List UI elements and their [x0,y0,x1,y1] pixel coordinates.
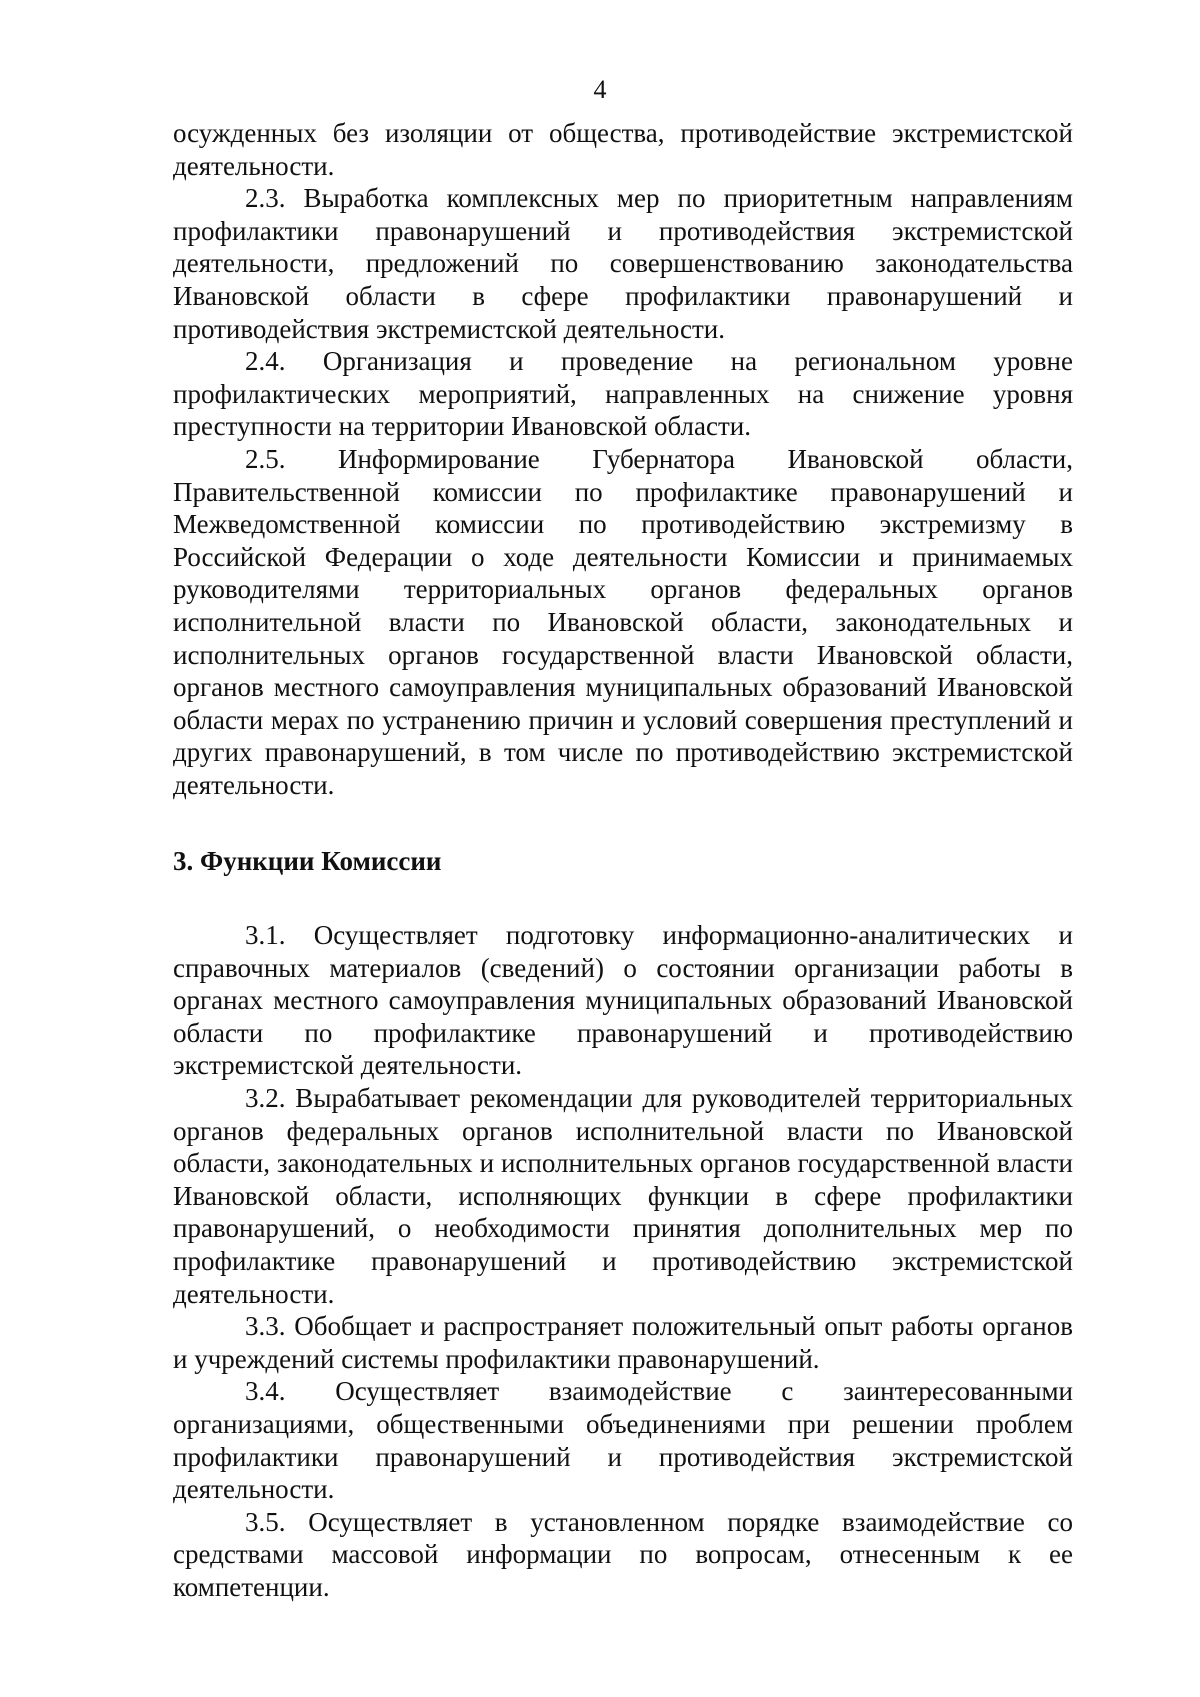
paragraph-continuation: осужденных без изоляции от общества, противодействие экстремистской деятельности. [173,118,1073,181]
paragraph-2-4: 2.4. Организация и проведение на региональном уровне профилактических мероприятий, направленных на снижение уровня преступности на территории Ивановской области. [173,346,1073,442]
paragraph-3-5: 3.5. Осуществляет в установленном порядке взаимодействие со средствами массовой информации по вопросам, отнесенным к ее компетенции. [173,1506,1073,1602]
section-heading: 3. Функции Комиссии [173,846,442,877]
page-number: 4 [593,75,607,104]
document-body [173,117,1073,1604]
paragraph-3-2: 3.2. Вырабатывает рекомендации для руководителей территориальных органов федеральных органов исполнительной власти по Ивановской области, законодательных и исполнительных органов государственной власти Ивановской области, исполняющих функции в сфере профилактики правонарушений, о необходимости принятия дополнительных мер по профилактике правонарушений и противодействию экстремистской деятельности. [173,1083,1073,1309]
paragraph-3-1: 3.1. Осуществляет подготовку информационно-аналитических и справочных материалов (сведений) о состоянии организации работы в органах местного самоуправления муниципальных образований Ивановской области по профилактике правонарушений и противодействию экстремистской деятельности. [173,920,1073,1081]
paragraph-2-3: 2.3. Выработка комплексных мер по приоритетным направлениям профилактики правонарушений и противодействия экстремистской деятельности, предложений по совершенствованию законодательства Ивановской области в сфере профилактики правонарушений и противодействия экстремистской деятельности. [173,183,1073,344]
paragraph-3-4: 3.4. Осуществляет взаимодействие с заинтересованными организациями, общественными объединениями при решении проблем профилактики правонарушений и противодействия экстремистской деятельности. [173,1376,1073,1505]
paragraph-2-5: 2.5. Информирование Губернатора Ивановской области, Правительственной комиссии по профилактике правонарушений и Межведомственной комиссии по противодействию экстремизму в Российской Федерации о ходе деятельности Комиссии и принимаемых руководителями территориальных органов федеральных органов исполнительной власти по Ивановской области, законодательных и исполнительных органов государственной власти Ивановской области, органов местного самоуправления муниципальных образований Ивановской области мерах по устранению причин и условий совершения преступлений и других правонарушений, в том числе по противодействию экстремистской деятельности. [173,443,1073,800]
paragraph-3-3: 3.3. Обобщает и распространяет положительный опыт работы органов и учреждений системы профилактики правонарушений. [173,1311,1073,1374]
